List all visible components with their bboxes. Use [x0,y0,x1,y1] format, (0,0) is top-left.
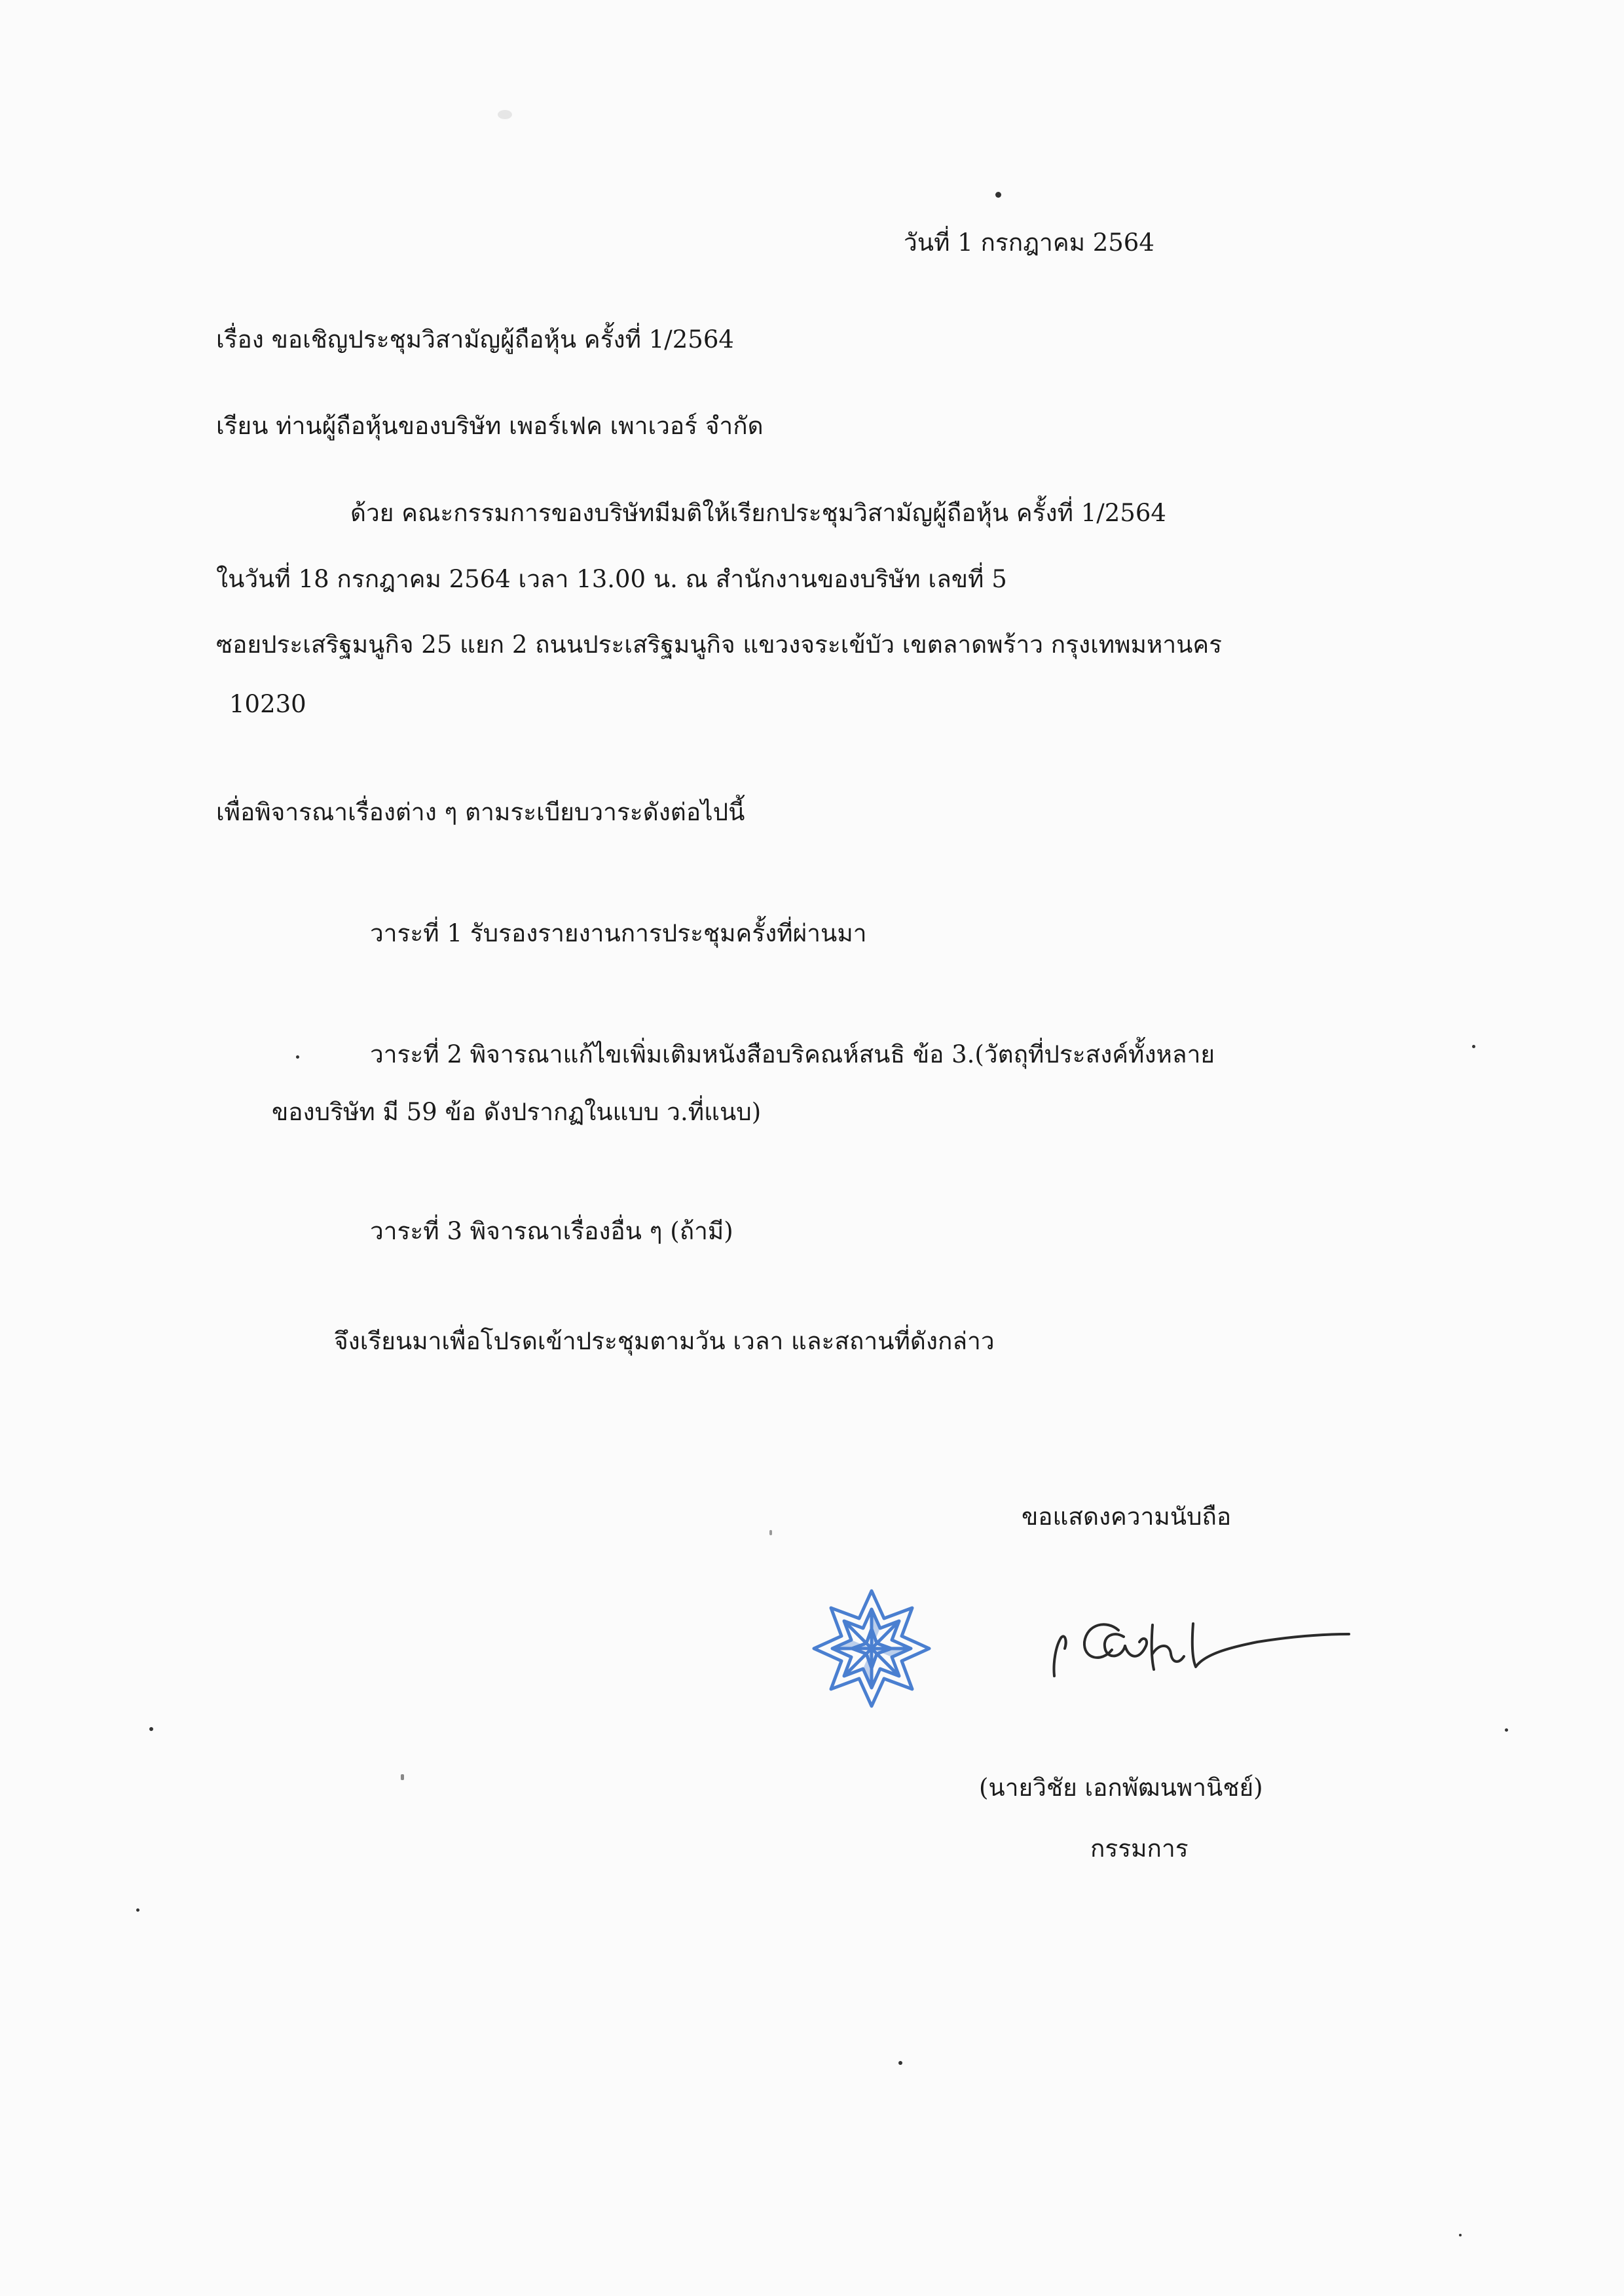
agenda-intro: เพื่อพิจารณาเรื่องต่าง ๆ ตามระเบียบวาระดังต่อไปนี้ [216,798,745,826]
body-line-1: ด้วย คณะกรรมการของบริษัทมีมติให้เรียกประชุมวิสามัญผู้ถือหุ้น ครั้งที่ 1/2564 [350,499,1166,527]
signer-name: (นายวิชัย เอกพัฒนพานิชย์) [979,1774,1263,1802]
letter-date: วันที่ 1 กรกฎาคม 2564 [904,228,1154,257]
scan-speck [1472,1045,1475,1048]
scan-speck [769,1530,772,1535]
scan-speck [995,192,1001,198]
signature [1041,1611,1356,1689]
scan-speck [136,1908,139,1912]
scan-speck [1459,2234,1462,2236]
scan-speck [401,1774,404,1780]
regards: ขอแสดงความนับถือ [1022,1503,1232,1531]
body-line-3: ซอยประเสริฐมนูกิจ 25 แยก 2 ถนนประเสริฐมนูกิจ แขวงจระเข้บัว เขตลาดพร้าว กรุงเทพมหานคร [216,630,1223,659]
closing-sentence: จึงเรียนมาเพื่อโปรดเข้าประชุมตามวัน เวลา และสถานที่ดังกล่าว [334,1327,995,1355]
agenda-item-2-line-2: ของบริษัท มี 59 ข้อ ดังปรากฏในแบบ ว.ที่แนบ) [272,1098,762,1126]
letter-subject: เรื่อง ขอเชิญประชุมวิสามัญผู้ถือหุ้น ครั้งที่ 1/2564 [216,325,734,354]
company-seal [811,1588,932,1709]
body-line-2: ในวันที่ 18 กรกฎาคม 2564 เวลา 13.00 น. ณ สำนักงานของบริษัท เลขที่ 5 [216,565,1007,593]
scan-speck [498,110,512,119]
scan-speck [1505,1728,1508,1732]
scan-speck [149,1727,153,1731]
agenda-item-1: วาระที่ 1 รับรองรายงานการประชุมครั้งที่ผ่านมา [370,919,867,947]
agenda-item-2-line-1: วาระที่ 2 พิจารณาแก้ไขเพิ่มเติมหนังสือบริคณห์สนธิ ข้อ 3.(วัตถุที่ประสงค์ทั้งหลาย [370,1040,1215,1068]
scan-speck [296,1055,299,1059]
signer-title: กรรมการ [1090,1834,1189,1863]
agenda-item-3: วาระที่ 3 พิจารณาเรื่องอื่น ๆ (ถ้ามี) [370,1217,733,1245]
scan-speck [898,2061,902,2065]
body-line-4: 10230 [229,690,306,718]
letter-recipient: เรียน ท่านผู้ถือหุ้นของบริษัท เพอร์เฟค เพาเวอร์ จำกัด [216,412,764,440]
